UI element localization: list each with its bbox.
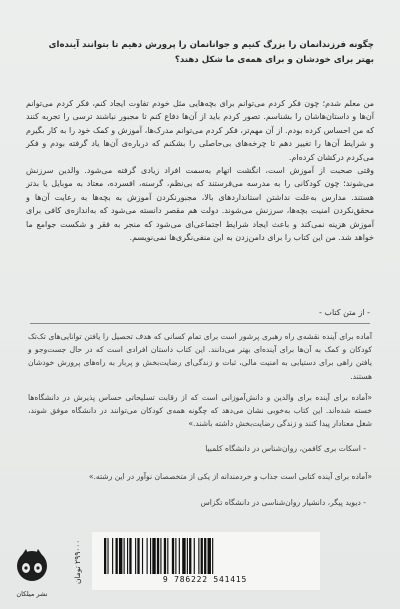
publisher-logo-icon bbox=[12, 546, 52, 596]
quote-attribution: - اسکات بری کافمن، روان‌شناس در دانشگاه کلمبیا bbox=[205, 444, 366, 453]
body-text bbox=[26, 97, 374, 244]
endorsement-quote bbox=[28, 391, 372, 431]
quote-text: «آماده برای آینده برای والدین و دانش‌آموزانی است که از رقابت تسلیحاتی حساس پذیرش در دانشگاه‌ها خسته شده‌اند. این کتاب به‌خوبی نشان می‌دهد که چگونه همه‌ی کودکان می‌توانند در دانشگاه موفق شوند، شغل معنادار پیدا کنند و زندگی رضایت‌بخش داشته باشند.» bbox=[28, 393, 372, 429]
endorsement-quote bbox=[28, 470, 372, 483]
price-label: ۲۹۹۰۰۰ تومان bbox=[73, 539, 82, 585]
barcode bbox=[100, 538, 310, 574]
body-paragraph: من معلم شدم؛ چون فکر کردم می‌توانم برای بچه‌هایی مثل خودم تفاوت ایجاد کنم، فکر کردم می‌توانم آن‌ها و داستان‌هاشان را بشناسم. تصور کردم باید از آن‌ها دفاع کنم تا مجبور نباشند ترسی را تجربه کنند که من احساس کرده بودم. از آن مهم‌تر، فکر کردم می‌توانم مدرک‌ها، آموزش و کمک خود را به کار بگیرم و شرایط آن‌ها را تغییر دهم تا چرخه‌های بی‌حاصلی را بشکنم که درباره‌ی آن‌ها یاد گرفته بودم و فکر می‌کردم درکشان کرده‌ام. bbox=[26, 99, 374, 162]
quote-attribution: - دیوید پیگر، دانشیار روان‌شناسی در دانشگاه تگزاس bbox=[200, 498, 366, 507]
quote-text: «آماده برای آینده کتابی است جذاب و خردمندانه از یکی از متخصصان نوآور در این رشته.» bbox=[88, 472, 372, 481]
source-note: - از متن کتاب - bbox=[318, 308, 370, 317]
divider bbox=[30, 323, 370, 324]
blurb-text: آماده برای آینده نقشه‌ی راه رهبری پرشور است برای تمام کسانی که هدف تحصیل را یافتن توانایی‌های تک‌تک کودکان و کمک به آن‌ها برای آینده‌ای بهتر می‌دانند. این کتاب داستان افرادی است که در حال جست‌وجو و یافتن راهی برای دستیابی به امنیت مالی، ثبات و زندگی‌ای رضایت‌بخش و پربار به راه‌های پرورش خودشان هستند. bbox=[28, 332, 372, 381]
publisher-name: نشر میلکان bbox=[16, 590, 48, 598]
body-paragraph: وقتی صحبت از آموزش است، انگشت اتهام به‌سمت افراد زیادی گرفته می‌شود. والدین سرزنش می‌شوند؛ چون کودکانی را به مدرسه می‌فرستند که بی‌نظم، گرسنه، افسرده، معتاد به موبایل یا بدتر هستند. مدارس به‌علت نداشتن استانداردهای بالا، مجبورنکردن آموزش به بچه‌ها به رعایت آن‌ها و محقق‌نکردن امنیت بچه‌ها، سرزنش می‌شوند. دولت هم مقصر دانسته می‌شود که به‌اندازه‌ی کافی برای آموزش هزینه نمی‌کند و باعث ایجاد شرایط اجتماعی‌ای می‌شود که منجر به فقر و شکست جوامع ما خواهد شد. من این کتاب را برای دامن‌زدن به این منفی‌نگری‌ها نمی‌نویسم. bbox=[26, 166, 374, 243]
barcode-number: 9 786222 541415 bbox=[162, 575, 248, 584]
blurb bbox=[28, 330, 372, 383]
headline: چگونه فرزندانمان را بزرگ کنیم و جوانانمان را پرورش دهیم تا بتوانند آینده‌ای بهتر برای خودشان و برای همه‌ی ما شکل دهند؟ bbox=[48, 40, 374, 65]
